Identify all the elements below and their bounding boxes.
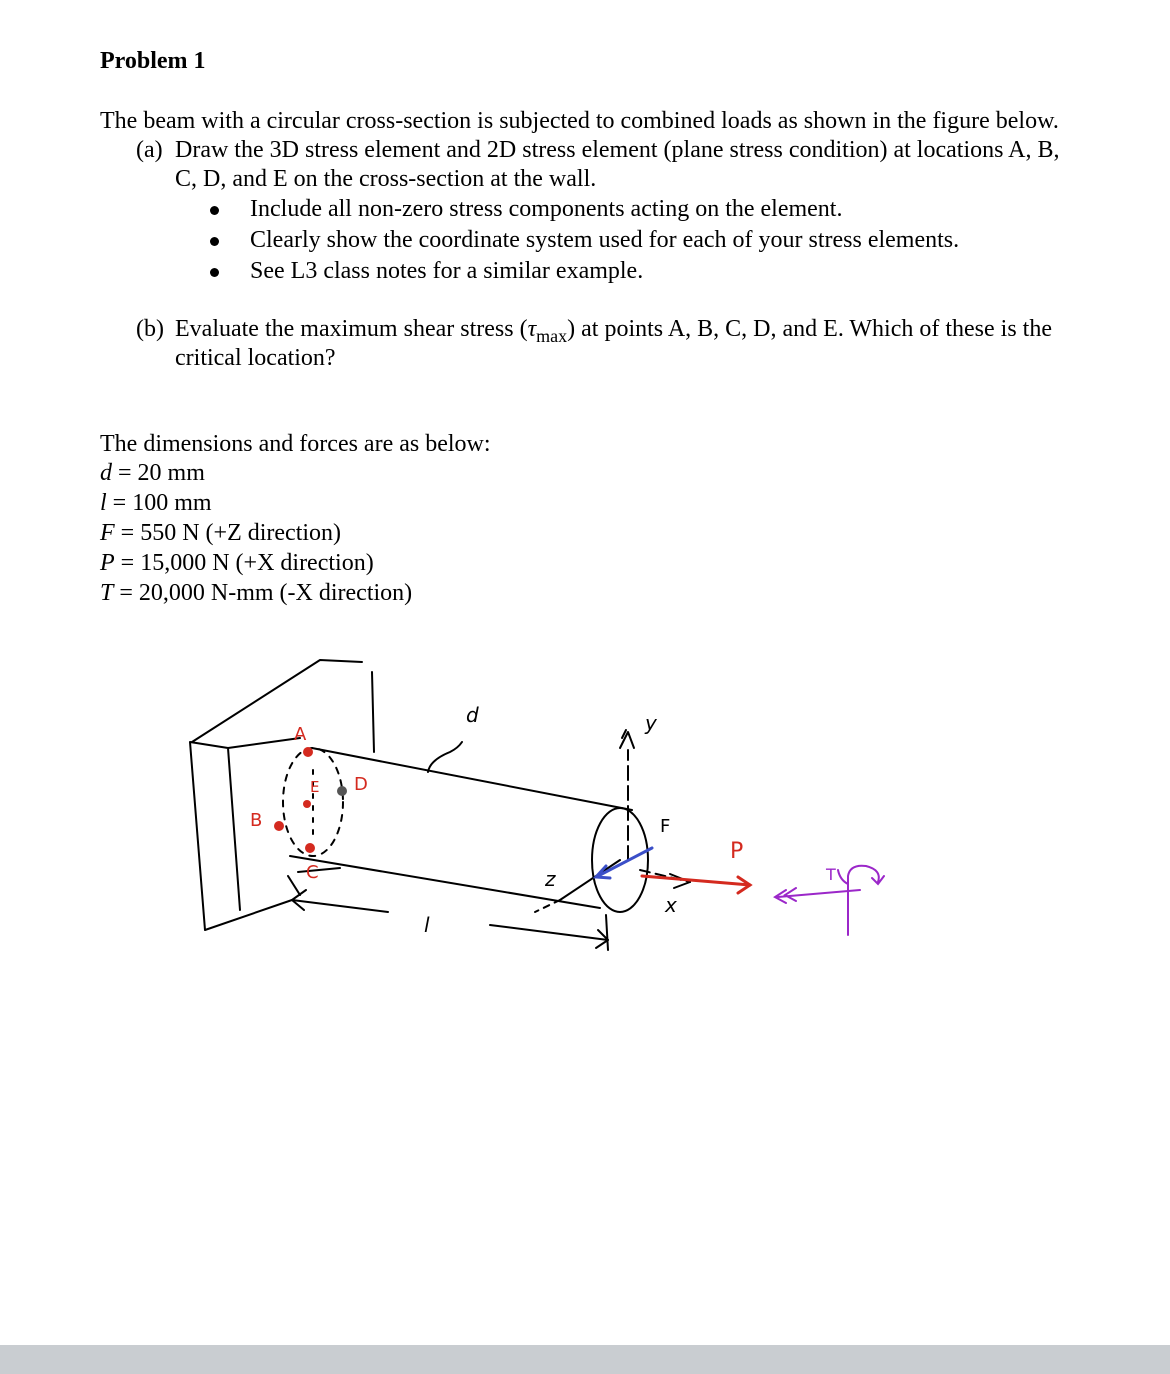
bottom-bar (0, 1345, 1170, 1374)
given-P: P = 15,000 N (+X direction) (100, 550, 374, 576)
label-y: y (645, 711, 657, 735)
label-D: D (354, 774, 368, 795)
bullet-item: See L3 class notes for a similar example. (250, 258, 644, 284)
dimension-d (428, 742, 462, 772)
given-T: T = 20,000 N-mm (-X direction) (100, 580, 413, 606)
label-x: x (665, 893, 677, 917)
label-F: F (660, 816, 671, 837)
wall-cross-section (283, 748, 343, 856)
bullet-item: Include all non-zero stress components acting on the element. (250, 196, 843, 222)
label-T: T (826, 865, 836, 884)
given-d: d = 20 mm (100, 460, 205, 486)
part-a-line1: Draw the 3D stress element and 2D stress element (plane stress condition) at locations A, B, (175, 137, 1060, 163)
point-C (305, 843, 315, 853)
label-E: E (310, 778, 320, 796)
dimension-l (292, 900, 608, 940)
part-b-line1: Evaluate the maximum shear stress $(\tau_{max})$ at points A, B, C, D, and E. Which of these is the (175, 316, 1052, 346)
force-P-arrow (642, 876, 750, 885)
point-A (303, 747, 313, 757)
part-b-label: (b) (136, 316, 164, 342)
given-heading: The dimensions and forces are as below: (100, 431, 491, 457)
bullet-item: Clearly show the coordinate system used for each of your stress elements. (250, 227, 960, 253)
given-l: l = 100 mm (100, 490, 212, 516)
label-P: P (730, 839, 744, 864)
label-C: C (306, 862, 319, 883)
part-a-label: (a) (136, 137, 163, 163)
tau-symbol: τ (527, 316, 537, 342)
label-l: l (424, 913, 430, 937)
label-d: d (466, 703, 479, 727)
point-D (337, 786, 347, 796)
part-b-line2: critical location? (175, 345, 336, 371)
wall (190, 660, 374, 930)
tau-subscript: max (536, 325, 568, 346)
z-axis (560, 860, 620, 900)
given-F: F = 550 N (+Z direction) (100, 520, 342, 546)
problem-title: Problem 1 (100, 48, 206, 74)
part-a-line2: C, D, and E on the cross-section at the wall. (175, 166, 597, 192)
problem-intro: The beam with a circular cross-section is subjected to combined loads as shown in the figure below. (100, 108, 1059, 134)
label-A: A (294, 724, 307, 745)
label-B: B (250, 810, 263, 831)
label-z: z (545, 867, 556, 891)
point-E (303, 800, 311, 808)
point-B (274, 821, 284, 831)
